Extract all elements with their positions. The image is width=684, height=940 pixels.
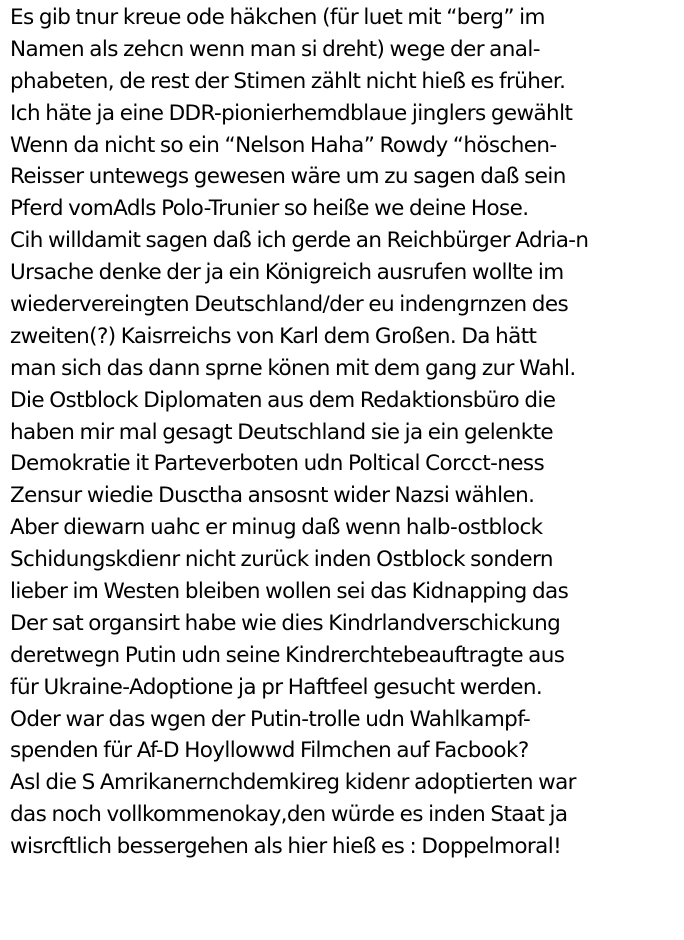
text-line: Pferd vomAdls Polo-Trunier so heiße we deine Hose.: [10, 196, 529, 222]
text-line: deretwegn Putin udn seine Kindrerchtebeauftragte aus: [10, 642, 565, 668]
text-line: Reisser untewegs gewesen wäre um zu sagen daß sein: [10, 164, 566, 190]
text-line: zweiten(?) Kaisrreichs von Karl dem Großen. Da hätt: [10, 323, 537, 349]
text-line: man sich das dann sprne könen mit dem gang zur Wahl.: [10, 355, 576, 381]
text-line: wisrcftlich bessergehen als hier hieß es : Doppelmoral!: [10, 834, 562, 860]
text-line: phabeten, de rest der Stimen zählt nicht hieß es früher.: [10, 68, 566, 94]
text-line: Die Ostblock Diplomaten aus dem Redaktionsbüro die: [10, 387, 556, 413]
text-line: das noch vollkommenokay,den würde es inden Staat ja: [10, 802, 568, 828]
text-line: Oder war das wgen der Putin-trolle udn Wahlkampf-: [10, 706, 531, 732]
text-line: Namen als zehcn wenn man si dreht) wege der anal-: [10, 36, 540, 62]
text-line: Aber diewarn uahc er minug daß wenn halb-ostblock: [10, 515, 543, 541]
text-line: Zensur wiedie Dusctha ansosnt wider Nazsi wählen.: [10, 483, 535, 509]
text-line: Ursache denke der ja ein Königreich ausrufen wollte im: [10, 260, 564, 286]
text-line: spenden für Af-D Hoyllowwd Filmchen auf Facbook?: [10, 738, 529, 764]
text-line: Es gib tnur kreue ode häkchen (für luet mit “berg” im: [10, 5, 545, 30]
text-line: Wenn da nicht so ein “Nelson Haha” Rowdy “höschen-: [10, 132, 557, 158]
text-line: Ich häte ja eine DDR-pionierhemdblaue jinglers gewählt: [10, 100, 573, 126]
text-line: wiedervereingten Deutschland/der eu indengrnzen des: [10, 292, 569, 318]
text-line: Cih willdamit sagen daß ich gerde an Reichbürger Adria-n: [10, 228, 589, 254]
text-line: für Ukraine-Adoptione ja pr Haftfeel gesucht werden.: [10, 674, 543, 700]
text-line: haben mir mal gesagt Deutschland sie ja ein gelenkte: [10, 419, 554, 445]
text-line: Asl die S Amrikanernchdemkireg kidenr adoptierten war: [10, 770, 576, 796]
document-page: [10, 2, 682, 863]
text-line: lieber im Westen bleiben wollen sei das Kidnapping das: [10, 579, 569, 605]
text-line: Der sat organsirt habe wie dies Kindrlandverschickung: [10, 610, 561, 636]
text-line: Demokratie it Parteverboten udn Poltical Corcct-ness: [10, 451, 545, 477]
text-line: Schidungskdienr nicht zurück inden Ostblock sondern: [10, 547, 553, 573]
